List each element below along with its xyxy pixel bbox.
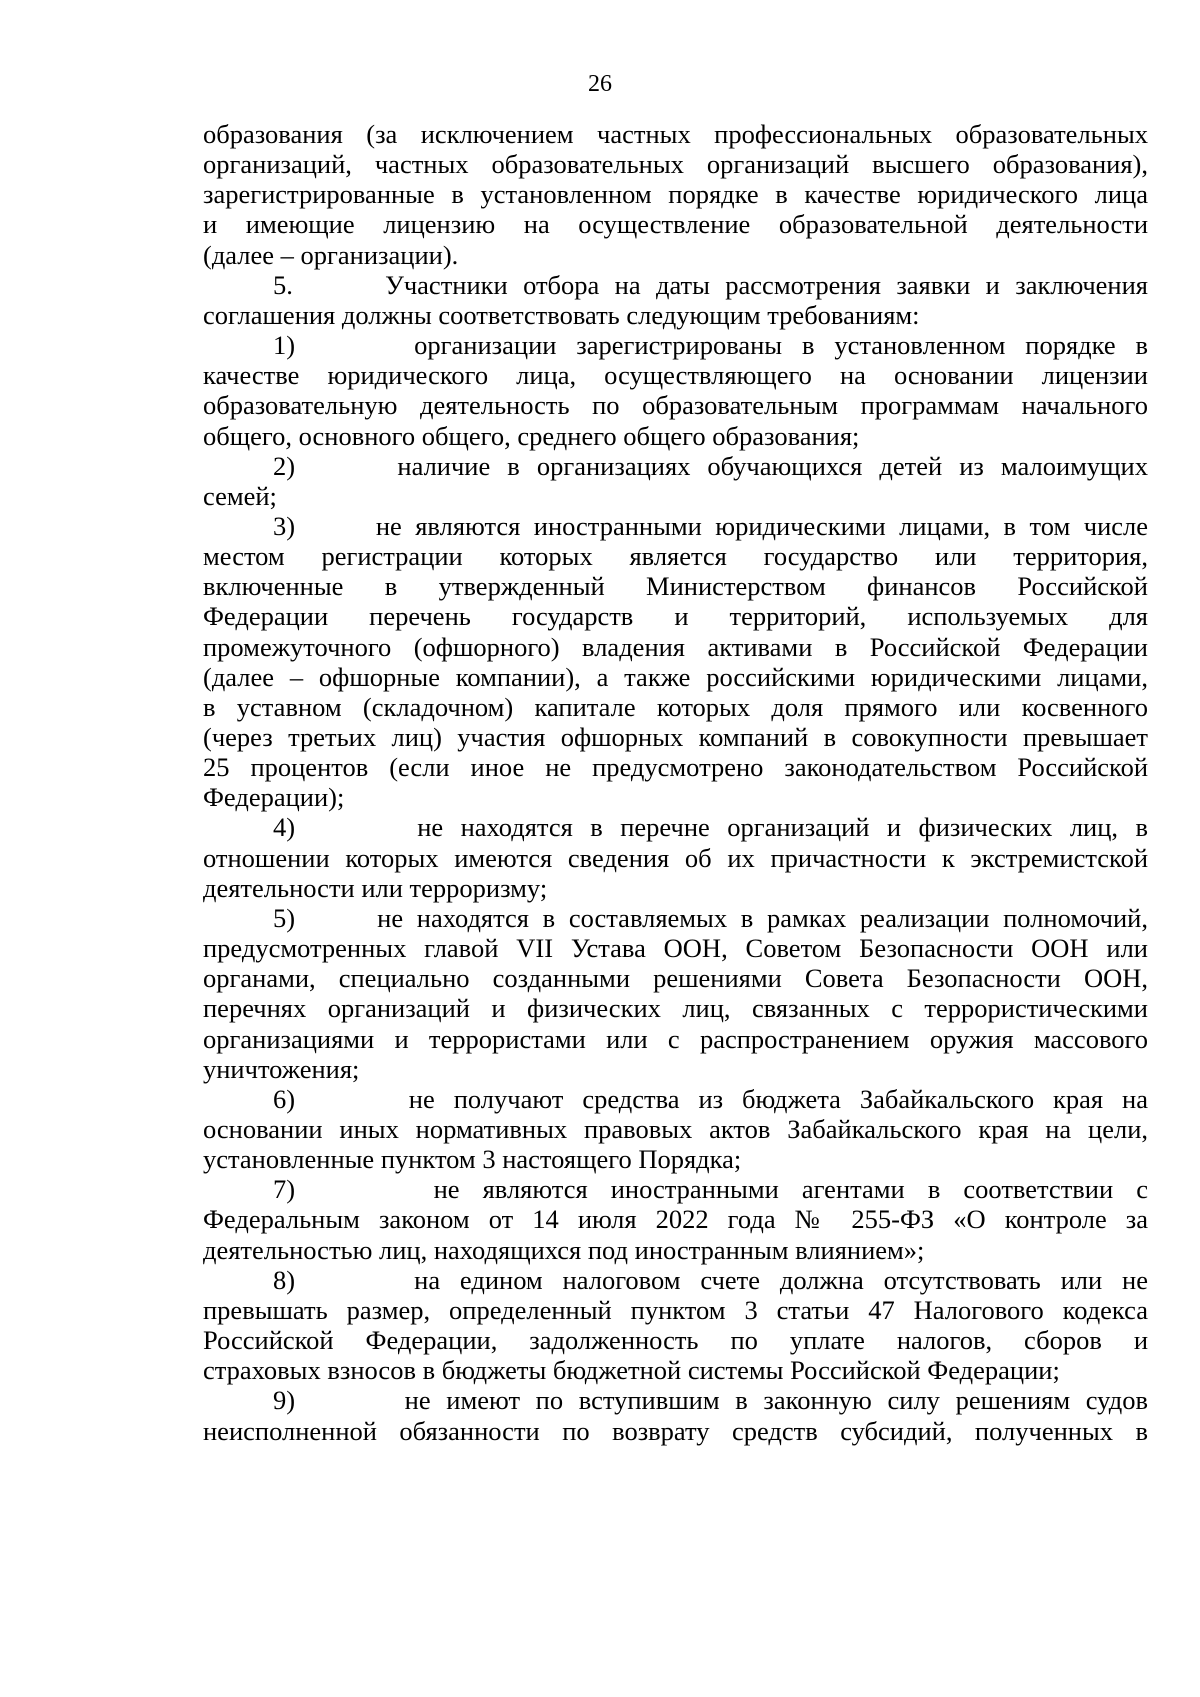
text-line: семей; (203, 480, 277, 511)
text-line: организаций, частных образовательных организаций высшего образования), (203, 149, 1148, 180)
text-line: организациями и террористами или с распространением оружия массового (203, 1023, 1148, 1054)
text-line: общего, основного общего, среднего общего образования; (203, 420, 860, 451)
text-line: Федерации); (203, 782, 345, 813)
text-line: предусмотренных главой VII Устава ООН, Советом Безопасности ООН или (203, 933, 1148, 963)
text-line: 9) не имеют по вступившим в законную силу решениям судов (273, 1385, 1148, 1416)
text-line: Федерации перечень государств и территорий, используемых для (203, 601, 1148, 632)
text-line: 1) организации зарегистрированы в установленном порядке в (273, 330, 1148, 360)
text-line: 5. Участники отбора на даты рассмотрения заявки и заключения (273, 269, 1148, 300)
text-line: образования (за исключением частных профессиональных образовательных (203, 119, 1148, 149)
text-line: 8) на едином налоговом счете должна отсутствовать или не (273, 1264, 1148, 1295)
text-line: деятельности или терроризму; (203, 872, 548, 903)
text-line: 4) не находятся в перечне организаций и физических лиц, в (273, 812, 1148, 843)
text-line: образовательную деятельность по образовательным программам начального (203, 390, 1148, 421)
text-line: органами, специально созданными решениями Совета Безопасности ООН, (203, 963, 1148, 994)
text-line: (через третьих лиц) участия офшорных компаний в совокупности превышает (203, 722, 1148, 752)
text-line: страховых взносов в бюджеты бюджетной системы Российской Федерации; (203, 1355, 1060, 1386)
text-line: 7) не являются иностранными агентами в соответствии с (273, 1174, 1148, 1205)
text-line: деятельностью лиц, находящихся под иностранным влиянием»; (203, 1234, 925, 1265)
text-line: 6) не получают средства из бюджета Забайкальского края на (273, 1083, 1148, 1114)
text-line: отношении которых имеются сведения об их причастности к экстремистской (203, 842, 1148, 873)
text-line: уничтожения; (203, 1053, 360, 1084)
text-line: 3) не являются иностранными юридическими лицами, в том числе (273, 510, 1148, 541)
text-line: 25 процентов (если иное не предусмотрено законодательством Российской (203, 752, 1148, 783)
text-line: 2) наличие в организациях обучающихся детей из малоимущих (273, 450, 1148, 481)
text-line: неисполненной обязанности по возврату средств субсидий, полученных в (203, 1415, 1148, 1446)
text-line: в уставном (складочном) капитале которых доля прямого или косвенного (203, 691, 1148, 722)
page-number: 26 (588, 71, 612, 97)
text-line: включенные в утвержденный Министерством финансов Российской (203, 571, 1148, 602)
text-line: превышать размер, определенный пунктом 3 статьи 47 Налогового кодекса (203, 1294, 1148, 1325)
text-line: промежуточного (офшорного) владения активами в Российской Федерации (203, 631, 1148, 662)
text-line: 5) не находятся в составляемых в рамках реализации полномочий, (273, 902, 1148, 933)
text-line: Федеральным законом от 14 июля 2022 года № 255-ФЗ «О контроле за (203, 1204, 1148, 1235)
text-line: соглашения должны соответствовать следующим требованиям: (203, 299, 920, 330)
text-line: зарегистрированные в установленном порядке в качестве юридического лица (203, 179, 1148, 210)
text-line: качестве юридического лица, осуществляющего на основании лицензии (203, 360, 1148, 391)
text-line: основании иных нормативных правовых актов Забайкальского края на цели, (203, 1113, 1148, 1144)
text-line: установленные пунктом 3 настоящего Порядка; (203, 1144, 742, 1175)
text-line: местом регистрации которых является государство или территория, (203, 541, 1148, 572)
text-line: перечнях организаций и физических лиц, связанных с террористическими (203, 993, 1148, 1024)
text-line: Российской Федерации, задолженность по уплате налогов, сборов и (203, 1325, 1148, 1355)
text-line: и имеющие лицензию на осуществление образовательной деятельности (203, 209, 1148, 240)
text-line: (далее – организации). (203, 239, 459, 270)
text-line: (далее – офшорные компании), а также российскими юридическими лицами, (203, 661, 1148, 692)
